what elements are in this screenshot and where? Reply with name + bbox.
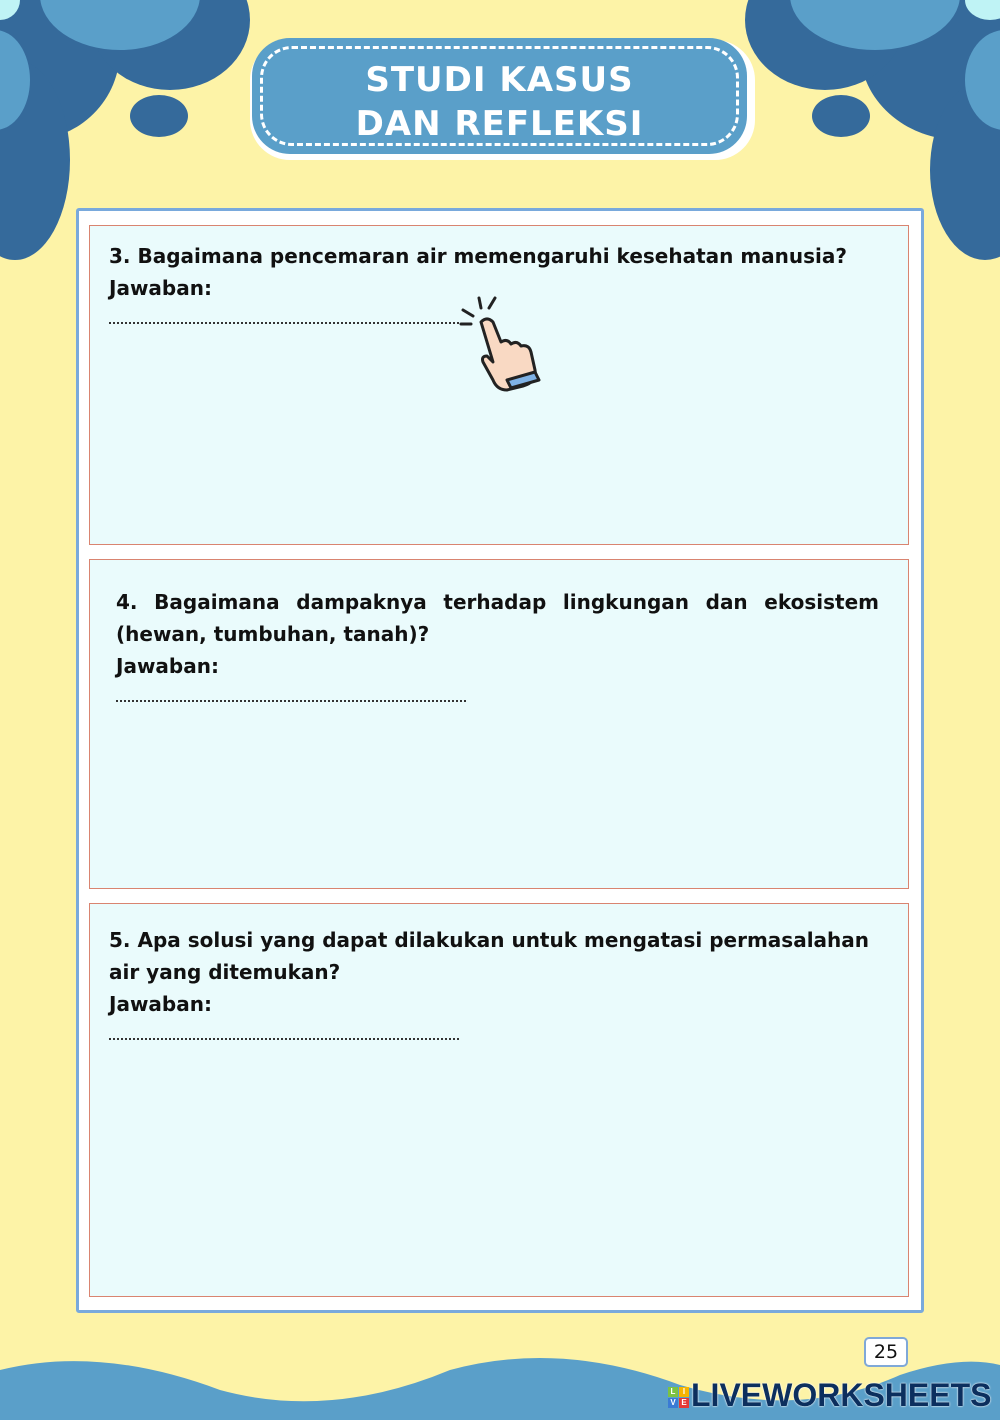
- logo-tile: I: [679, 1387, 689, 1397]
- pointing-hand-icon: [455, 292, 555, 392]
- answer-input[interactable]: [110, 684, 888, 876]
- question-box-5: [89, 903, 909, 1297]
- cloud-decoration: [812, 95, 870, 137]
- question-text: 3. Bagaimana pencemaran air memengaruhi kesehatan manusia?: [109, 244, 848, 268]
- logo-text: LIVEWORKSHEETS: [691, 1377, 992, 1413]
- cloud-decoration: [130, 95, 188, 137]
- question-text: 4. Bagaimana dampaknya terhadap lingkungan dan ekosistem (hewan, tumbuhan, tanah)?: [116, 590, 879, 646]
- liveworksheets-logo: [668, 1376, 991, 1414]
- answer-label: Jawaban:: [116, 654, 219, 678]
- title-line-1: STUDI KASUS: [365, 60, 634, 100]
- page-title: [252, 58, 747, 146]
- title-line-2: DAN REFLEKSI: [355, 104, 644, 144]
- question-box-4: [89, 559, 909, 889]
- logo-tile: L: [668, 1387, 678, 1397]
- title-banner: [252, 38, 747, 154]
- page-number: 25: [864, 1337, 908, 1367]
- question-text: 5. Apa solusi yang dapat dilakukan untuk mengatasi permasalahan air yang ditemukan?: [109, 928, 870, 984]
- answer-label: Jawaban:: [109, 276, 212, 300]
- logo-tile: V: [668, 1398, 678, 1408]
- content-frame: [76, 208, 924, 1313]
- logo-tile: E: [679, 1398, 689, 1408]
- question-box-3: [89, 225, 909, 545]
- answer-label: Jawaban:: [109, 992, 212, 1016]
- answer-input[interactable]: [110, 1022, 888, 1284]
- logo-tiles: [668, 1387, 689, 1408]
